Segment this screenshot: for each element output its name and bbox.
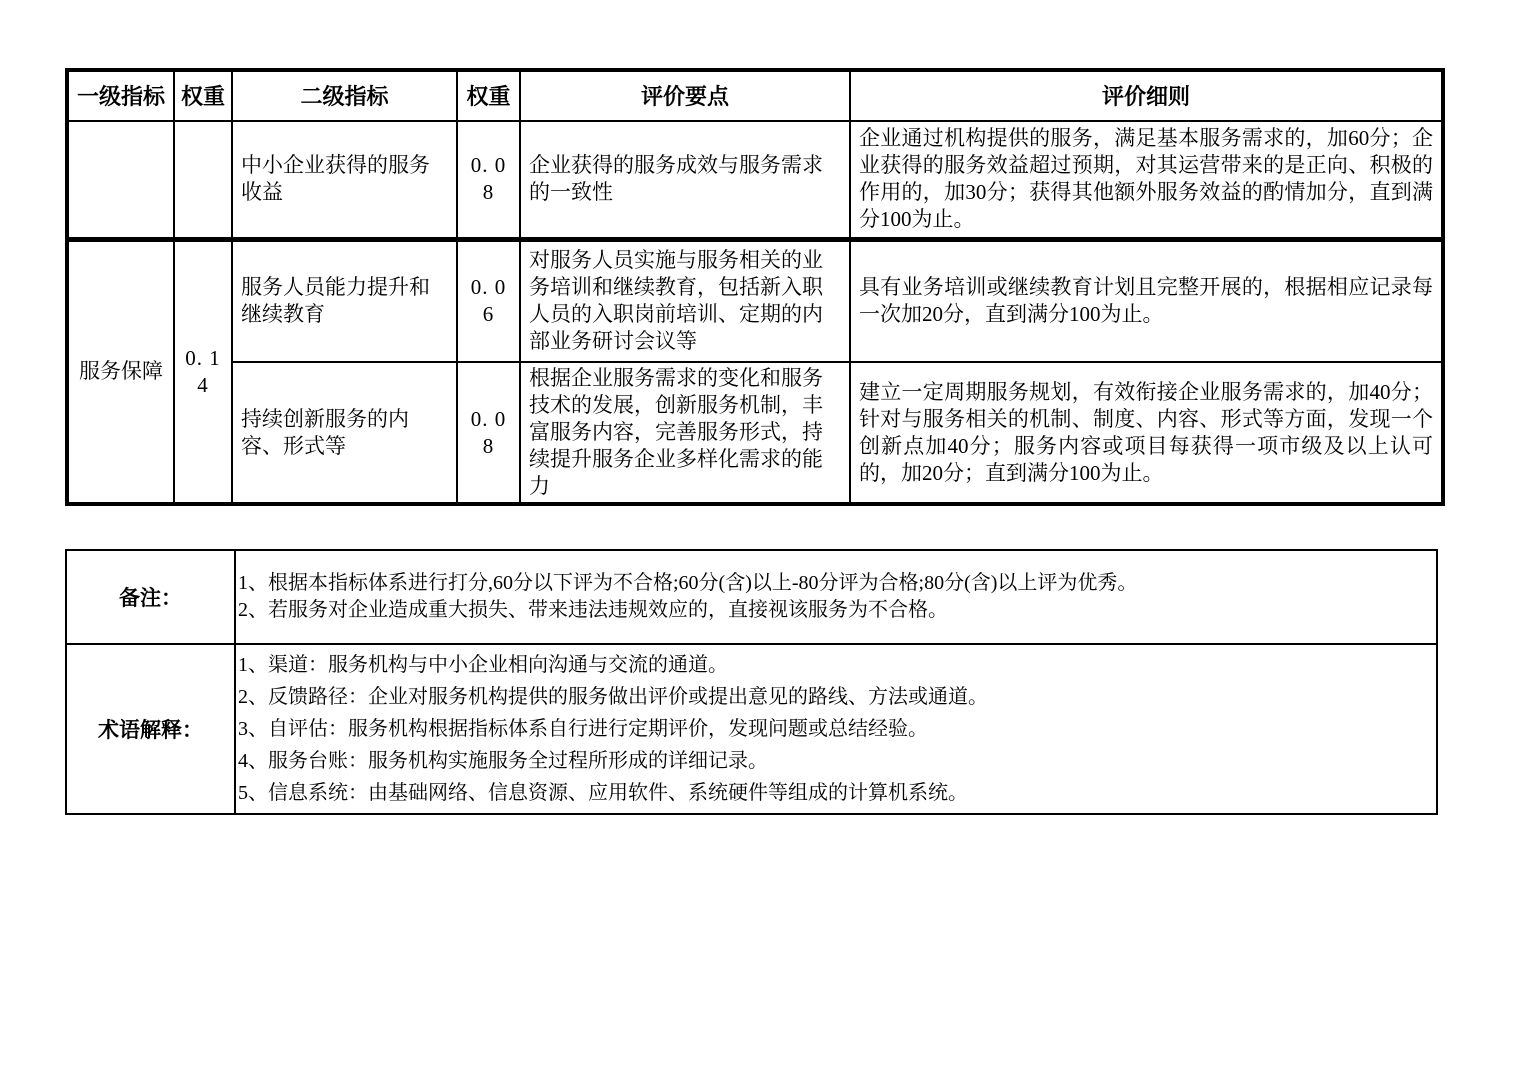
cell-evaluation-rules: 具有业务培训或继续教育计划且完整开展的，根据相应记录每一次加20分，直到满分100为止。 — [850, 239, 1443, 362]
cell-level2-weight: 0. 08 — [457, 362, 520, 504]
terms-row — [66, 644, 1437, 814]
term-line-5: 5、信息系统：由基础网络、信息资源、应用软件、系统硬件等组成的计算机系统。 — [238, 782, 968, 804]
table-row-service-innovation — [67, 362, 1443, 504]
header-row — [67, 70, 1443, 121]
terms-label: 术语解释： — [66, 644, 235, 814]
remark-label: 备注： — [66, 550, 235, 644]
cell-evaluation-points: 企业获得的服务成效与服务需求的一致性 — [520, 121, 850, 239]
cell-level1-indicator-service-guarantee: 服务保障 — [67, 239, 174, 504]
cell-level1-weight-empty — [174, 121, 232, 239]
table-row-staff-training — [67, 239, 1443, 362]
col-header-level1-indicator: 一级指标 — [67, 70, 174, 121]
cell-level2-indicator: 中小企业获得的服务收益 — [232, 121, 457, 239]
remark-line-2: 2、若服务对企业造成重大损失、带来违法违规效应的，直接视该服务为不合格。 — [238, 599, 948, 621]
cell-level1-weight: 0. 14 — [174, 239, 232, 504]
cell-evaluation-rules: 企业通过机构提供的服务，满足基本服务需求的，加60分；企业获得的服务效益超过预期，对其运营带来的是正向、积极的作用的，加30分；获得其他额外服务效益的酌情加分，直到满分100为止。 — [850, 121, 1443, 239]
evaluation-criteria-table — [65, 68, 1445, 506]
remark-line-1: 1、根据本指标体系进行打分,60分以下评为不合格;60分(含)以上-80分评为合格;80分(含)以上评为优秀。 — [238, 572, 1138, 594]
remark-content — [235, 550, 1437, 644]
term-line-1: 1、渠道：服务机构与中小企业相向沟通与交流的通道。 — [238, 654, 728, 676]
term-line-3: 3、自评估：服务机构根据指标体系自行进行定期评价，发现问题或总结经验。 — [238, 718, 928, 740]
col-header-level2-indicator: 二级指标 — [232, 70, 457, 121]
cell-level2-weight: 0. 06 — [457, 239, 520, 362]
cell-level1-indicator-empty — [67, 121, 174, 239]
cell-level2-indicator: 服务人员能力提升和继续教育 — [232, 239, 457, 362]
notes-table — [65, 549, 1438, 815]
table-row-service-benefit — [67, 121, 1443, 239]
terms-content — [235, 644, 1437, 814]
col-header-weight2: 权重 — [457, 70, 520, 121]
cell-evaluation-points: 对服务人员实施与服务相关的业务培训和继续教育，包括新入职人员的入职岗前培训、定期的内部业务研讨会议等 — [520, 239, 850, 362]
cell-evaluation-rules: 建立一定周期服务规划，有效衔接企业服务需求的，加40分；针对与服务相关的机制、制度、内容、形式等方面，发现一个创新点加40分；服务内容或项目每获得一项市级及以上认可的，加20分；直到满分100为止。 — [850, 362, 1443, 504]
col-header-evaluation-rules: 评价细则 — [850, 70, 1443, 121]
cell-level2-indicator: 持续创新服务的内容、形式等 — [232, 362, 457, 504]
term-line-4: 4、服务台账：服务机构实施服务全过程所形成的详细记录。 — [238, 750, 768, 772]
cell-level2-weight: 0. 08 — [457, 121, 520, 239]
term-line-2: 2、反馈路径：企业对服务机构提供的服务做出评价或提出意见的路线、方法或通道。 — [238, 686, 988, 708]
remark-row — [66, 550, 1437, 644]
col-header-evaluation-points: 评价要点 — [520, 70, 850, 121]
col-header-weight1: 权重 — [174, 70, 232, 121]
cell-evaluation-points: 根据企业服务需求的变化和服务技术的发展，创新服务机制，丰富服务内容，完善服务形式，持续提升服务企业多样化需求的能力 — [520, 362, 850, 504]
